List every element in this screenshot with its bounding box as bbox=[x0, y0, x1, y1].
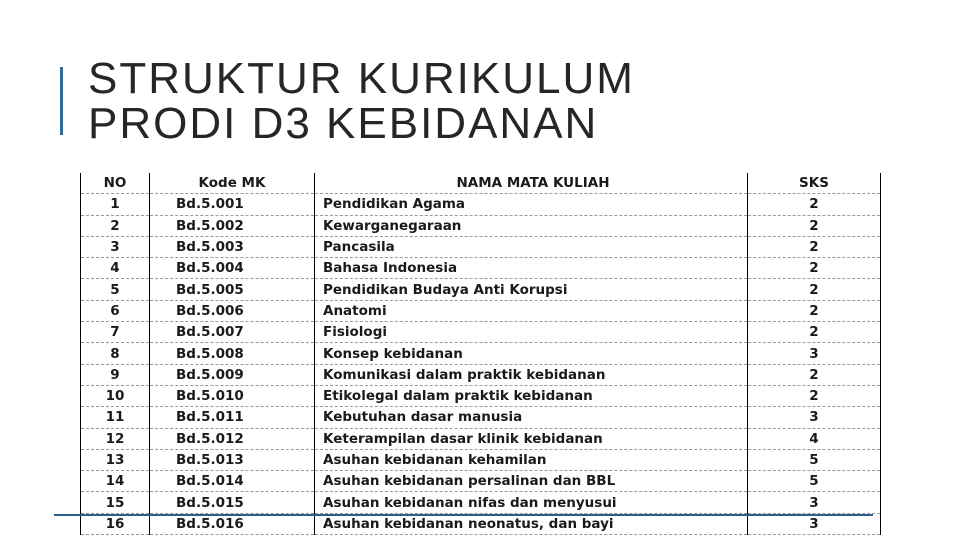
cell-nama-mata-kuliah: Asuhan kebidanan persalinan dan BBL bbox=[315, 471, 748, 492]
cell-sks: 2 bbox=[748, 300, 881, 321]
cell-sks: 5 bbox=[748, 471, 881, 492]
cell-no: 16 bbox=[81, 513, 150, 534]
table-body bbox=[81, 194, 881, 535]
cell-no: 13 bbox=[81, 449, 150, 470]
table-row bbox=[81, 364, 881, 385]
cell-no: 6 bbox=[81, 300, 150, 321]
cell-sks: 2 bbox=[748, 322, 881, 343]
cell-sks: 2 bbox=[748, 279, 881, 300]
cell-nama-mata-kuliah: Asuhan kebidanan nifas dan menyusui bbox=[315, 492, 748, 513]
cell-no: 15 bbox=[81, 492, 150, 513]
cell-kode-mk: Bd.5.009 bbox=[150, 364, 315, 385]
cell-kode-mk: Bd.5.004 bbox=[150, 258, 315, 279]
cell-nama-mata-kuliah: Etikolegal dalam praktik kebidanan bbox=[315, 385, 748, 406]
slide-title-line-2: PRODI D3 KEBIDANAN bbox=[88, 99, 599, 148]
table-header-row bbox=[81, 173, 881, 194]
table-row bbox=[81, 279, 881, 300]
cell-kode-mk: Bd.5.002 bbox=[150, 215, 315, 236]
header-sks: SKS bbox=[748, 173, 881, 194]
cell-sks: 2 bbox=[748, 194, 881, 215]
table-row bbox=[81, 513, 881, 534]
cell-nama-mata-kuliah: Kebutuhan dasar manusia bbox=[315, 407, 748, 428]
cell-kode-mk: Bd.5.016 bbox=[150, 513, 315, 534]
cell-kode-mk: Bd.5.015 bbox=[150, 492, 315, 513]
table-row bbox=[81, 343, 881, 364]
cell-sks: 2 bbox=[748, 258, 881, 279]
curriculum-table-container bbox=[80, 173, 840, 532]
header-kode-mk: Kode MK bbox=[150, 173, 315, 194]
header-no: NO bbox=[81, 173, 150, 194]
cell-nama-mata-kuliah: Konsep kebidanan bbox=[315, 343, 748, 364]
bottom-divider bbox=[54, 514, 873, 516]
table-row bbox=[81, 471, 881, 492]
cell-kode-mk: Bd.5.008 bbox=[150, 343, 315, 364]
cell-nama-mata-kuliah: Pendidikan Budaya Anti Korupsi bbox=[315, 279, 748, 300]
cell-no: 1 bbox=[81, 194, 150, 215]
cell-kode-mk: Bd.5.012 bbox=[150, 428, 315, 449]
cell-kode-mk: Bd.5.011 bbox=[150, 407, 315, 428]
cell-no: 4 bbox=[81, 258, 150, 279]
table-row bbox=[81, 236, 881, 257]
table-row bbox=[81, 194, 881, 215]
cell-no: 10 bbox=[81, 385, 150, 406]
table-row bbox=[81, 407, 881, 428]
cell-no: 14 bbox=[81, 471, 150, 492]
cell-nama-mata-kuliah: Bahasa Indonesia bbox=[315, 258, 748, 279]
cell-nama-mata-kuliah: Anatomi bbox=[315, 300, 748, 321]
cell-kode-mk: Bd.5.010 bbox=[150, 385, 315, 406]
cell-nama-mata-kuliah: Pancasila bbox=[315, 236, 748, 257]
cell-kode-mk: Bd.5.007 bbox=[150, 322, 315, 343]
cell-no: 5 bbox=[81, 279, 150, 300]
cell-no: 11 bbox=[81, 407, 150, 428]
cell-kode-mk: Bd.5.005 bbox=[150, 279, 315, 300]
cell-no: 12 bbox=[81, 428, 150, 449]
cell-sks: 3 bbox=[748, 343, 881, 364]
header-nama-mata-kuliah: NAMA MATA KULIAH bbox=[315, 173, 748, 194]
cell-nama-mata-kuliah: Pendidikan Agama bbox=[315, 194, 748, 215]
cell-kode-mk: Bd.5.013 bbox=[150, 449, 315, 470]
table-row bbox=[81, 385, 881, 406]
cell-nama-mata-kuliah: Kewarganegaraan bbox=[315, 215, 748, 236]
table-row bbox=[81, 322, 881, 343]
cell-kode-mk: Bd.5.006 bbox=[150, 300, 315, 321]
cell-sks: 3 bbox=[748, 407, 881, 428]
cell-sks: 2 bbox=[748, 385, 881, 406]
cell-nama-mata-kuliah: Asuhan kebidanan kehamilan bbox=[315, 449, 748, 470]
cell-nama-mata-kuliah: Keterampilan dasar klinik kebidanan bbox=[315, 428, 748, 449]
cell-sks: 2 bbox=[748, 236, 881, 257]
cell-no: 7 bbox=[81, 322, 150, 343]
cell-nama-mata-kuliah: Fisiologi bbox=[315, 322, 748, 343]
cell-sks: 2 bbox=[748, 215, 881, 236]
cell-no: 9 bbox=[81, 364, 150, 385]
cell-nama-mata-kuliah: Komunikasi dalam praktik kebidanan bbox=[315, 364, 748, 385]
cell-kode-mk: Bd.5.003 bbox=[150, 236, 315, 257]
slide-title bbox=[88, 56, 635, 146]
cell-kode-mk: Bd.5.001 bbox=[150, 194, 315, 215]
cell-sks: 2 bbox=[748, 364, 881, 385]
cell-nama-mata-kuliah: Asuhan kebidanan neonatus, dan bayi bbox=[315, 513, 748, 534]
table-row bbox=[81, 258, 881, 279]
cell-no: 2 bbox=[81, 215, 150, 236]
slide-title-line-1: STRUKTUR KURIKULUM bbox=[88, 54, 635, 103]
cell-sks: 3 bbox=[748, 513, 881, 534]
cell-sks: 3 bbox=[748, 492, 881, 513]
curriculum-table bbox=[80, 173, 881, 535]
cell-sks: 5 bbox=[748, 449, 881, 470]
table-row bbox=[81, 215, 881, 236]
table-row bbox=[81, 300, 881, 321]
table-row bbox=[81, 492, 881, 513]
cell-kode-mk: Bd.5.014 bbox=[150, 471, 315, 492]
table-row bbox=[81, 449, 881, 470]
cell-no: 3 bbox=[81, 236, 150, 257]
cell-sks: 4 bbox=[748, 428, 881, 449]
cell-no: 8 bbox=[81, 343, 150, 364]
table-row bbox=[81, 428, 881, 449]
title-accent-bar bbox=[60, 67, 63, 135]
